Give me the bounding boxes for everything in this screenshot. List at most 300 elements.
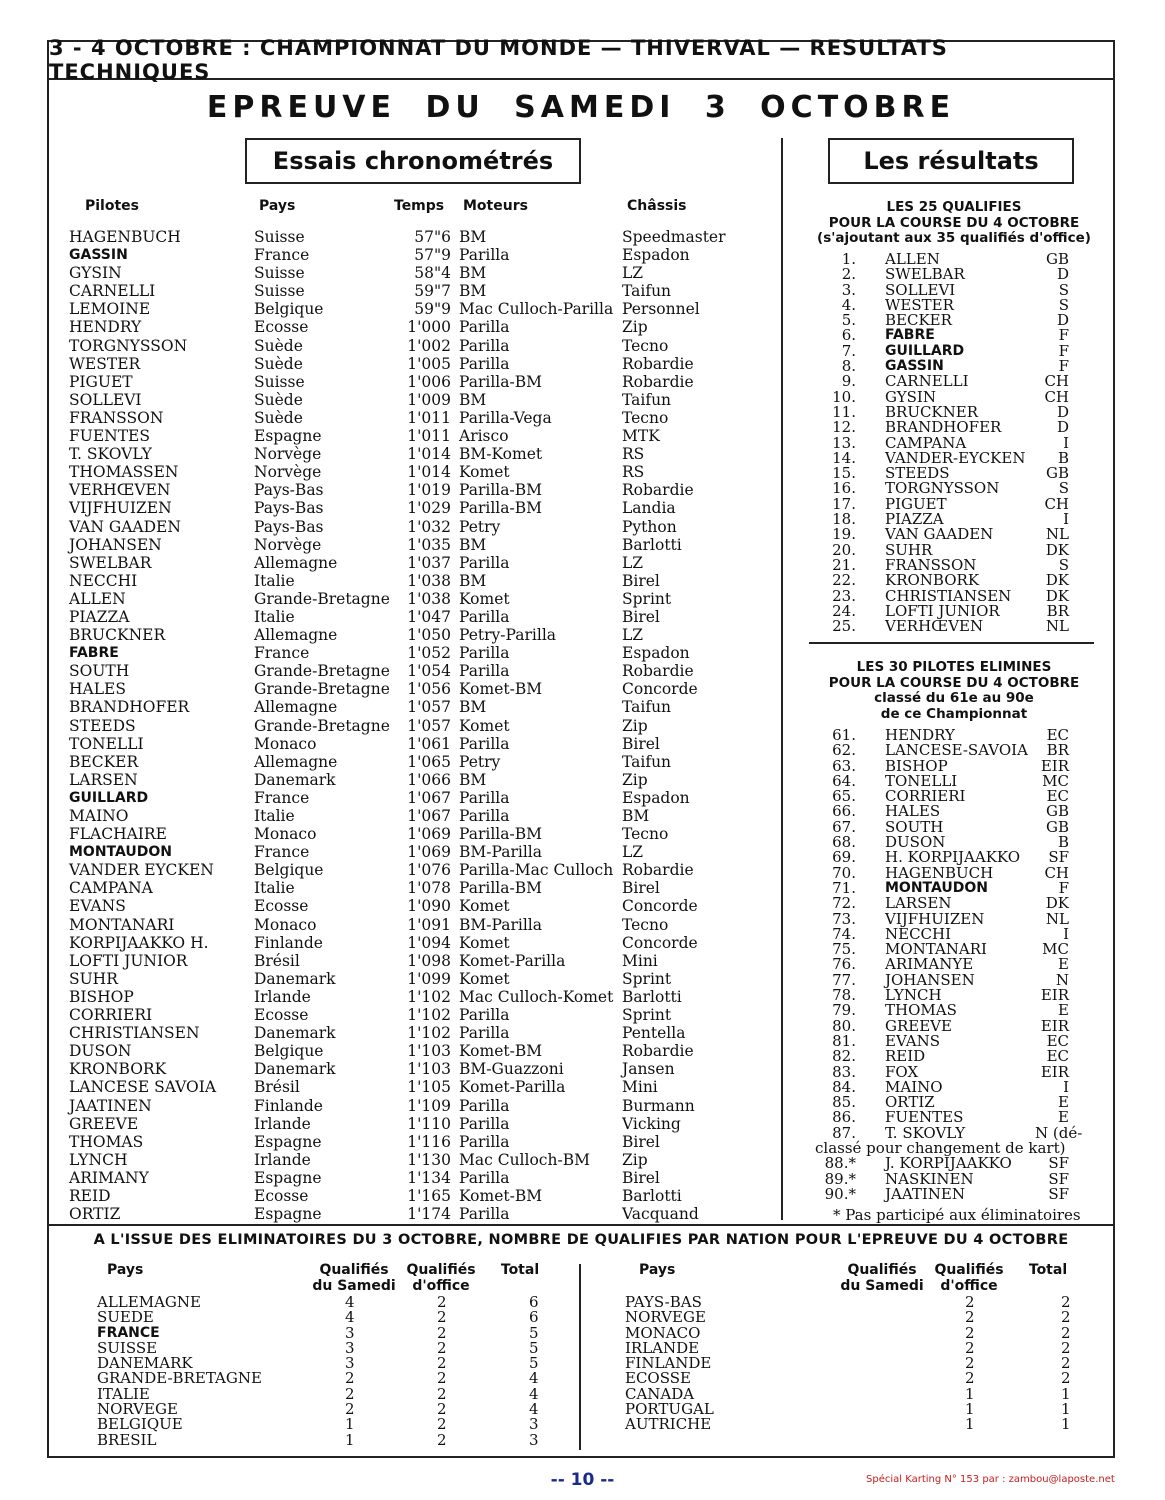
result-name: VERHŒVEN xyxy=(885,617,984,636)
table-row xyxy=(69,445,729,463)
nations-left-header-pays: Pays xyxy=(107,1262,144,1278)
moteur-cell: Parilla xyxy=(459,644,510,663)
nation-name: SUEDE xyxy=(97,1308,154,1327)
elimines-title-3: classé du 61e au 90e xyxy=(874,690,1034,706)
result-rank: 66. xyxy=(832,802,856,821)
temps-cell: 1'005 xyxy=(407,354,451,373)
table-row xyxy=(69,879,729,897)
nation-total: 1 xyxy=(1061,1415,1071,1434)
page-number: -- 10 -- xyxy=(550,1470,615,1490)
nation-name: NORVEGE xyxy=(625,1308,706,1327)
temps-cell: 1'094 xyxy=(407,933,451,952)
pays-cell: Irlande xyxy=(254,987,311,1006)
moteur-cell: Parilla-BM xyxy=(459,481,542,500)
result-name: NECCHI xyxy=(885,924,952,943)
table-row xyxy=(69,391,729,409)
table-row xyxy=(69,644,729,662)
pays-cell: Grande-Bretagne xyxy=(254,716,390,735)
pays-cell: Irlande xyxy=(254,1114,311,1133)
chassis-cell: Espadon xyxy=(622,644,690,663)
result-name: JAATINEN xyxy=(885,1184,965,1203)
nation-samedi: 1 xyxy=(345,1430,355,1449)
moteur-cell: BM xyxy=(459,228,487,246)
pays-cell: Espagne xyxy=(254,1132,322,1151)
moteur-cell: Parilla xyxy=(459,318,510,337)
table-row xyxy=(69,916,729,934)
moteur-cell: Parilla xyxy=(459,734,510,753)
pilote-cell: BRANDHOFER xyxy=(69,698,190,717)
result-country: MC xyxy=(1042,771,1069,790)
pilote-cell: BRUCKNER xyxy=(69,626,166,645)
result-rank: 88.* xyxy=(824,1154,856,1173)
chassis-cell: Speedmaster xyxy=(622,228,726,246)
result-name: BRUCKNER xyxy=(885,402,979,421)
chassis-cell: Sprint xyxy=(622,969,672,988)
pilote-cell: KRONBORK xyxy=(69,1060,167,1079)
result-rank: 62. xyxy=(832,741,856,760)
temps-cell: 1'029 xyxy=(407,499,451,518)
chassis-cell: LZ xyxy=(622,264,644,283)
result-name: DUSON xyxy=(885,833,946,852)
temps-cell: 57"6 xyxy=(414,228,451,246)
temps-cell: 1'103 xyxy=(407,1060,451,1079)
result-name: BISHOP xyxy=(885,756,948,775)
result-rank: 72. xyxy=(832,894,856,913)
pays-cell: Ecosse xyxy=(254,897,309,916)
nation-total: 5 xyxy=(529,1338,539,1357)
result-country: CH xyxy=(1044,863,1069,882)
temps-cell: 1'000 xyxy=(407,318,451,337)
moteur-cell: Parilla xyxy=(459,336,510,355)
pilote-cell: GASSIN xyxy=(69,247,128,264)
pays-cell: France xyxy=(254,644,310,663)
pays-cell: Espagne xyxy=(254,427,322,446)
nation-office: 2 xyxy=(437,1384,447,1403)
result-country: I xyxy=(1063,1077,1069,1096)
nation-samedi: 4 xyxy=(345,1308,355,1327)
result-rank: 25. xyxy=(832,617,856,636)
table-row xyxy=(69,1187,729,1205)
pays-cell: Allemagne xyxy=(254,626,338,645)
temps-cell: 1'134 xyxy=(407,1168,451,1187)
pays-cell: Ecosse xyxy=(254,318,309,337)
table-row xyxy=(69,228,729,246)
pilote-cell: LARSEN xyxy=(69,770,138,789)
result-rank: 76. xyxy=(832,955,856,974)
moteur-cell: Parilla-Mac Culloch xyxy=(459,861,614,880)
nations-left-table xyxy=(97,1295,567,1448)
result-name: VIJFHUIZEN xyxy=(885,909,985,928)
nation-total: 4 xyxy=(529,1384,539,1403)
table-row xyxy=(69,1097,729,1115)
chassis-cell: Python xyxy=(622,517,677,536)
table-row xyxy=(69,499,729,517)
pays-cell: Ecosse xyxy=(254,1186,309,1205)
nation-office: 2 xyxy=(437,1323,447,1342)
page-frame xyxy=(47,36,1115,1458)
result-country: EC xyxy=(1046,1047,1069,1066)
temps-cell: 1'057 xyxy=(407,698,451,717)
pilote-cell: SOLLEVI xyxy=(69,390,142,409)
nation-office: 2 xyxy=(437,1293,447,1311)
chassis-cell: Taifun xyxy=(622,282,672,301)
temps-cell: 1'090 xyxy=(407,897,451,916)
result-name: TORGNYSSON xyxy=(885,479,1000,498)
nation-samedi: 2 xyxy=(345,1384,355,1403)
pays-cell: Pays-Bas xyxy=(254,517,324,536)
pilote-cell: GYSIN xyxy=(69,264,122,283)
temps-cell: 1'006 xyxy=(407,372,451,391)
temps-cell: 1'099 xyxy=(407,969,451,988)
result-name: SOLLEVI xyxy=(885,280,956,299)
nation-total: 4 xyxy=(529,1400,539,1419)
table-row xyxy=(69,536,729,554)
result-rank: 5. xyxy=(841,311,856,330)
pays-cell: Danemark xyxy=(254,1024,336,1043)
moteur-cell: Komet xyxy=(459,716,510,735)
moteur-cell: Petry-Parilla xyxy=(459,626,557,645)
table-row xyxy=(69,518,729,536)
pilote-cell: HENDRY xyxy=(69,318,142,337)
moteur-cell: BM-Guazzoni xyxy=(459,1060,564,1079)
temps-cell: 1'102 xyxy=(407,1024,451,1043)
result-rank: 13. xyxy=(832,433,856,452)
chassis-cell: LZ xyxy=(622,626,644,645)
pays-cell: Espagne xyxy=(254,1205,322,1224)
pays-cell: Pays-Bas xyxy=(254,499,324,518)
pays-cell: Ecosse xyxy=(254,1006,309,1025)
result-rank: 71. xyxy=(832,878,856,897)
pays-cell: Norvège xyxy=(254,463,322,482)
result-name: SWELBAR xyxy=(885,265,965,284)
result-name: LANCESE-SAVOIA xyxy=(885,741,1028,760)
table-row xyxy=(69,282,729,300)
result-country: SF xyxy=(1048,848,1069,867)
nation-total: 6 xyxy=(529,1308,539,1327)
result-country: EC xyxy=(1046,787,1069,806)
table-row xyxy=(69,463,729,481)
header-banner: 3 - 4 OCTOBRE : CHAMPIONNAT DU MONDE — THIVERVAL — RESULTATS TECHNIQUES xyxy=(49,42,1113,80)
result-rank: 69. xyxy=(832,848,856,867)
result-country: S xyxy=(1058,280,1069,299)
table-row xyxy=(69,789,729,807)
table-row xyxy=(69,1169,729,1187)
pilote-cell: EVANS xyxy=(69,897,126,916)
nation-office: 2 xyxy=(965,1293,975,1311)
result-country: GB xyxy=(1045,464,1069,483)
moteur-cell: Parilla-BM xyxy=(459,499,542,518)
temps-cell: 1'103 xyxy=(407,1042,451,1061)
temps-cell: 1'130 xyxy=(407,1150,451,1169)
chassis-cell: LZ xyxy=(622,843,644,862)
moteur-cell: Mac Culloch-Komet xyxy=(459,987,614,1006)
result-name: ARIMANYE xyxy=(885,955,974,974)
temps-cell: 1'078 xyxy=(407,879,451,898)
moteur-cell: Parilla-BM xyxy=(459,372,542,391)
table-row xyxy=(69,409,729,427)
temps-cell: 1'067 xyxy=(407,788,451,807)
temps-cell: 1'047 xyxy=(407,607,451,626)
result-country: EIR xyxy=(1040,1062,1069,1081)
nation-office: 2 xyxy=(965,1323,975,1342)
result-rank: 21. xyxy=(832,555,856,574)
nation-office: 1 xyxy=(965,1384,975,1403)
table-row xyxy=(625,1356,1105,1371)
result-name: LYNCH xyxy=(885,986,942,1005)
result-rank: 10. xyxy=(832,387,856,406)
moteur-cell: Mac Culloch-BM xyxy=(459,1150,590,1169)
temps-cell: 1'061 xyxy=(407,734,451,753)
col-header-temps: Temps xyxy=(394,198,445,214)
pilote-cell: CAMPANA xyxy=(69,879,153,898)
result-country: B xyxy=(1057,833,1069,852)
pays-cell: Italie xyxy=(254,807,295,825)
result-name: PIAZZA xyxy=(885,510,944,529)
nation-office: 2 xyxy=(965,1308,975,1327)
moteur-cell: Parilla xyxy=(459,662,510,681)
nation-samedi: 2 xyxy=(345,1400,355,1419)
pilote-cell: TONELLI xyxy=(69,734,144,753)
moteur-cell: BM xyxy=(459,264,487,283)
temps-cell: 1'076 xyxy=(407,861,451,880)
pays-cell: Allemagne xyxy=(254,698,338,717)
table-row xyxy=(69,952,729,970)
result-rank: 9. xyxy=(841,372,856,391)
temps-cell: 59"9 xyxy=(414,300,451,319)
result-country: E xyxy=(1058,955,1069,974)
result-country: D xyxy=(1056,311,1069,330)
pilote-cell: CARNELLI xyxy=(69,282,156,301)
temps-cell: 1'069 xyxy=(407,843,451,862)
pilote-cell: STEEDS xyxy=(69,716,136,735)
chassis-cell: Birel xyxy=(622,607,660,626)
pilote-cell: GUILLARD xyxy=(69,789,149,806)
result-country: I xyxy=(1063,510,1069,529)
pays-cell: Belgique xyxy=(254,300,324,319)
temps-cell: 1'052 xyxy=(407,644,451,663)
result-name: TONELLI xyxy=(885,771,958,790)
temps-cell: 1'014 xyxy=(407,463,451,482)
table-row xyxy=(69,246,729,264)
pilote-cell: MAINO xyxy=(69,807,129,825)
table-row xyxy=(97,1371,567,1386)
moteur-cell: Arisco xyxy=(459,427,509,446)
result-country: D xyxy=(1056,402,1069,421)
result-name: FABRE xyxy=(885,327,935,344)
chassis-cell: Birel xyxy=(622,1132,660,1151)
table-row xyxy=(69,970,729,988)
elimines-title-4: de ce Championnat xyxy=(880,705,1028,722)
result-country: I xyxy=(1063,924,1069,943)
elimines-note: * Pas participé aux éliminatoires xyxy=(833,1206,1081,1224)
results-separator xyxy=(809,642,1094,644)
chassis-cell: Taifun xyxy=(622,752,672,771)
chassis-cell: Robardie xyxy=(622,662,694,681)
pays-cell: Irlande xyxy=(254,1150,311,1169)
chassis-cell: Sprint xyxy=(622,1006,672,1025)
table-row xyxy=(69,825,729,843)
moteur-cell: Parilla xyxy=(459,607,510,626)
pilote-cell: PIAZZA xyxy=(69,607,130,626)
moteur-cell: Petry xyxy=(459,517,501,536)
temps-cell: 1'014 xyxy=(407,445,451,464)
pilote-cell: LEMOINE xyxy=(69,300,151,319)
result-name: CARNELLI xyxy=(885,372,969,391)
pays-cell: Norvège xyxy=(254,535,322,554)
page-title: EPREUVE DU SAMEDI 3 OCTOBRE xyxy=(206,90,956,125)
result-name: FUENTES xyxy=(885,1108,964,1127)
result-rank: 6. xyxy=(841,326,856,345)
table-row xyxy=(69,1133,729,1151)
table-row xyxy=(97,1323,567,1342)
pays-cell: Espagne xyxy=(254,1168,322,1187)
result-rank: 12. xyxy=(832,418,856,437)
table-row xyxy=(69,897,729,915)
moteur-cell: Parilla-BM xyxy=(459,879,542,898)
moteur-cell: Parilla-BM xyxy=(459,825,542,844)
table-row xyxy=(69,807,729,825)
chassis-cell: Birel xyxy=(622,1168,660,1187)
temps-cell: 1'102 xyxy=(407,987,451,1006)
result-rank: 75. xyxy=(832,940,856,959)
result-country: MC xyxy=(1042,940,1069,959)
pilote-cell: ALLEN xyxy=(69,589,126,608)
nation-office: 1 xyxy=(965,1400,975,1419)
resultats-heading: Les résultats xyxy=(828,138,1074,184)
result-rank: 78. xyxy=(832,986,856,1005)
nation-office: 2 xyxy=(965,1354,975,1373)
pilote-cell: REID xyxy=(69,1186,111,1205)
pilote-cell: ARIMANY xyxy=(69,1168,149,1187)
result-country: I xyxy=(1063,433,1069,452)
moteur-cell: Parilla xyxy=(459,788,510,807)
moteur-cell: Komet-BM xyxy=(459,1042,543,1061)
temps-cell: 1'037 xyxy=(407,553,451,572)
result-rank: 73. xyxy=(832,909,856,928)
result-country: NL xyxy=(1045,525,1069,544)
pilote-cell: FUENTES xyxy=(69,427,150,446)
moteur-cell: Parilla-Vega xyxy=(459,408,552,427)
result-rank: 81. xyxy=(832,1031,856,1050)
pilote-cell: LYNCH xyxy=(69,1150,128,1169)
pays-cell: Grande-Bretagne xyxy=(254,662,390,681)
chassis-cell: BM xyxy=(622,807,650,825)
result-country: E xyxy=(1058,1001,1069,1020)
pilote-cell: SWELBAR xyxy=(69,553,152,572)
temps-cell: 1'032 xyxy=(407,517,451,536)
chassis-cell: Zip xyxy=(622,1150,648,1169)
chassis-cell: RS xyxy=(622,445,645,464)
pilote-cell: FRANSSON xyxy=(69,408,164,427)
nation-samedi: 4 xyxy=(345,1293,355,1311)
nation-office: 2 xyxy=(437,1400,447,1419)
table-row xyxy=(69,1205,729,1223)
table-row xyxy=(69,1060,729,1078)
result-rank: 2. xyxy=(841,265,856,284)
result-rank: 22. xyxy=(832,571,856,590)
nation-name: PAYS-BAS xyxy=(625,1293,702,1311)
table-row xyxy=(69,1024,729,1042)
pays-cell: Monaco xyxy=(254,915,317,934)
chassis-cell: Robardie xyxy=(622,354,694,373)
nation-total: 4 xyxy=(529,1369,539,1388)
result-country: EIR xyxy=(1040,1016,1069,1035)
moteur-cell: Komet-BM xyxy=(459,680,543,699)
moteur-cell: BM xyxy=(459,571,487,590)
temps-cell: 59"7 xyxy=(414,282,451,301)
moteur-cell: BM-Parilla xyxy=(459,843,542,862)
result-name: BECKER xyxy=(885,311,952,330)
result-rank: 86. xyxy=(832,1108,856,1127)
result-country: GB xyxy=(1045,250,1069,268)
result-name: REID xyxy=(885,1047,926,1066)
nation-office: 2 xyxy=(437,1430,447,1449)
nations-right-header-pays: Pays xyxy=(639,1262,676,1278)
moteur-cell: Parilla xyxy=(459,1114,510,1133)
qualifies-list xyxy=(809,252,1089,634)
result-country: SF xyxy=(1048,1154,1069,1173)
result-name: LOFTI JUNIOR xyxy=(885,601,1000,620)
chassis-cell: Robardie xyxy=(622,861,694,880)
result-name: VAN GAADEN xyxy=(885,525,994,544)
chassis-cell: Sprint xyxy=(622,589,672,608)
pays-cell: Norvège xyxy=(254,445,322,464)
pays-cell: Brésil xyxy=(254,951,300,970)
essais-table xyxy=(69,228,729,1223)
result-name: PIGUET xyxy=(885,494,947,513)
chassis-cell: Tecno xyxy=(622,408,669,427)
result-name: ORTIZ xyxy=(885,1093,935,1112)
result-rank: 67. xyxy=(832,817,856,836)
result-country: DK xyxy=(1045,586,1069,605)
nation-total: 1 xyxy=(1061,1400,1071,1419)
pays-cell: France xyxy=(254,246,310,265)
result-country: NL xyxy=(1045,909,1069,928)
pilote-cell: KORPIJAAKKO H. xyxy=(69,933,209,952)
result-rank: 74. xyxy=(832,924,856,943)
result-name: HENDRY xyxy=(885,726,955,744)
result-name: MONTAUDON xyxy=(885,879,989,896)
pays-cell: Suède xyxy=(254,354,303,373)
result-country: N xyxy=(1055,970,1069,989)
nation-total: 2 xyxy=(1061,1308,1071,1327)
result-country: D xyxy=(1056,418,1069,437)
chassis-cell: Robardie xyxy=(622,1042,694,1061)
nation-office: 2 xyxy=(965,1338,975,1357)
result-name: SOUTH xyxy=(885,817,944,836)
pilote-cell: T. SKOVLY xyxy=(69,445,152,464)
result-name: GYSIN xyxy=(885,387,936,406)
nation-name: DANEMARK xyxy=(97,1354,193,1373)
col-header-moteurs: Moteurs xyxy=(463,198,528,214)
chassis-cell: MTK xyxy=(622,427,660,446)
table-row xyxy=(69,355,729,373)
result-name: CORRIERI xyxy=(885,787,966,806)
result-country: F xyxy=(1058,326,1069,345)
elimines-title-2: POUR LA COURSE DU 4 OCTOBRE xyxy=(828,674,1080,691)
table-row xyxy=(69,717,729,735)
temps-cell: 1'174 xyxy=(407,1205,451,1224)
result-country: DK xyxy=(1045,894,1069,913)
result-country: CH xyxy=(1044,494,1069,513)
chassis-cell: Tecno xyxy=(622,915,669,934)
result-name: CAMPANA xyxy=(885,433,967,452)
pilote-cell: SUHR xyxy=(69,969,118,988)
moteur-cell: Komet xyxy=(459,897,510,916)
result-rank: 65. xyxy=(832,787,856,806)
credit-line: Spécial Karting N° 153 par : zambou@laposte.net xyxy=(866,1474,1115,1485)
nation-total: 2 xyxy=(1061,1293,1071,1311)
